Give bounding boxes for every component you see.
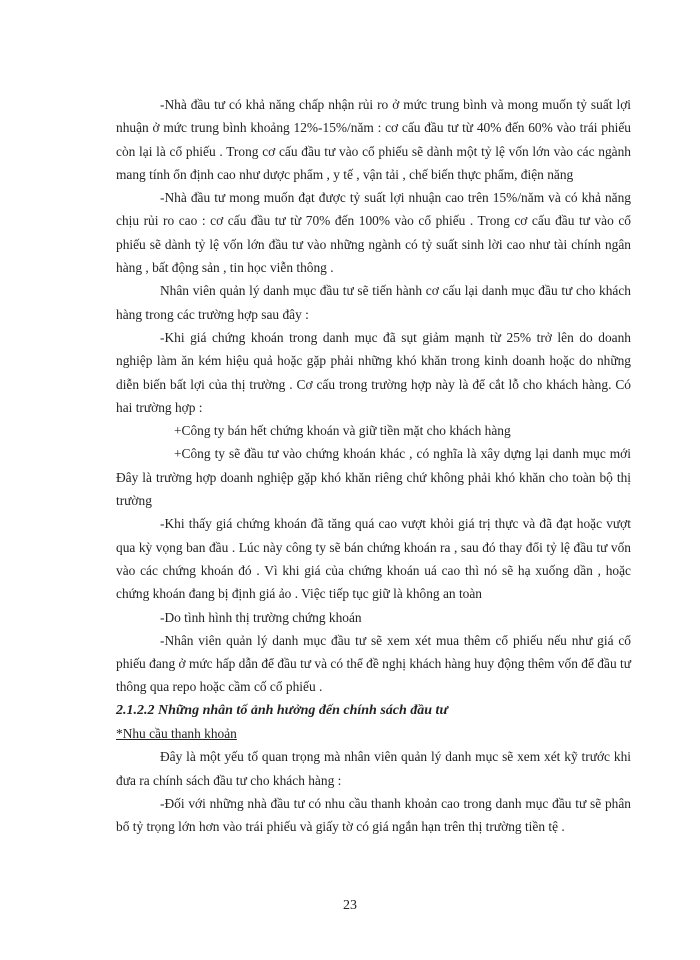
paragraph-liquidity-high: -Đối với những nhà đầu tư có nhu cầu thanh khoản cao trong danh mục đầu tư sẽ phân bổ tỷ trọng lớn hơn vào trái phiếu và giấy tờ có giá ngắn hạn trên thị trường tiền tệ . (116, 795, 631, 835)
subsection-heading-text: *Nhu cầu thanh khoản (116, 726, 237, 742)
paragraph-moderate-risk: -Nhà đầu tư có khả năng chấp nhận rủi ro ở mức trung bình và mong muốn tỷ suất lợi nhuận ở mức trung bình khoảng 12%-15%/năm : cơ cấu đầu tư từ 40% đến 60% vào trái phiếu còn lại là cổ phiếu . Trong cơ cấu đầu tư vào cổ phiếu sẽ dành một tỷ lệ vốn lớn vào các ngành mang tính ổn định cao như dược phẩm , y tế , vận tải , chế biến thực phẩm, điện năng (116, 97, 631, 182)
page-number: 23 (343, 898, 357, 913)
paragraph-reinvest: +Công ty sẽ đầu tư vào chứng khoán khác , có nghĩa là xây dựng lại danh mục mới Đây là trường hợp doanh nghiệp gặp khó khăn riêng chứ không phải khó khăn cho toàn bộ thị trường (116, 446, 631, 509)
paragraph-liquidity-intro: Đây là một yếu tố quan trọng mà nhân viên quản lý danh mục sẽ xem xét kỹ trước khi đưa ra chính sách đầu tư cho khách hàng : (116, 749, 631, 788)
paragraph-buy-more: -Nhân viên quản lý danh mục đầu tư sẽ xem xét mua thêm cổ phiếu nếu như giá cổ phiếu đang ở mức hấp dẫn để đầu tư và có thể đề nghị khách hàng huy động thêm vốn để đầu tư thông qua repo hoặc cầm cố cổ phiếu . (116, 632, 631, 695)
body-text (116, 93, 631, 839)
paragraph-high-risk: -Nhà đầu tư mong muốn đạt được tỷ suất lợi nhuận cao trên 15%/năm và có khả năng chịu rủi ro cao : cơ cấu đầu tư từ 70% đến 100% vào cổ phiếu . Trong cơ cấu đầu tư vào cổ phiếu sẽ dành tỷ lệ vốn lớn đầu tư vào những ngành có tỷ suất sinh lời cao như tài chính ngân hàng , bất động sản , tin học viễn thông . (116, 190, 631, 276)
paragraph-price-drop: -Khi giá chứng khoán trong danh mục đã sụt giảm mạnh từ 25% trở lên do doanh nghiệp làm ăn kém hiệu quả hoặc gặp phải những khó khăn trong kinh doanh hoặc do những diễn biến bất lợi của thị trường . Cơ cấu trong trường hợp này là để cắt lỗ cho khách hàng. Có hai trường hợp : (116, 329, 631, 415)
paragraph-market-condition: -Do tình hình thị trường chứng khoán (160, 609, 362, 625)
subsection-heading (116, 722, 631, 745)
paragraph-price-rise: -Khi thấy giá chứng khoán đã tăng quá cao vượt khỏi giá trị thực và đã đạt hoặc vượt qua kỳ vọng ban đầu . Lúc này công ty sẽ bán chứng khoán ra , sau đó thay đổi tỷ lệ đầu tư vốn vào các chứng khoán đó . Vì khi giá của chứng khoán uá cao thì nó sẽ hạ xuống dần , hoặc chứng khoán đang bị định giá ảo . Việc tiếp tục giữ là không an toàn (116, 516, 631, 602)
paragraph-restructure-intro: Nhân viên quản lý danh mục đầu tư sẽ tiến hành cơ cấu lại danh mục đầu tư cho khách hàng trong các trường hợp sau đây : (116, 283, 631, 322)
paragraph-sell-all: +Công ty bán hết chứng khoán và giữ tiền mặt cho khách hàng (174, 423, 511, 439)
section-heading: 2.1.2.2 Những nhân tố ảnh hưởng đến chính sách đầu tư (116, 702, 448, 718)
